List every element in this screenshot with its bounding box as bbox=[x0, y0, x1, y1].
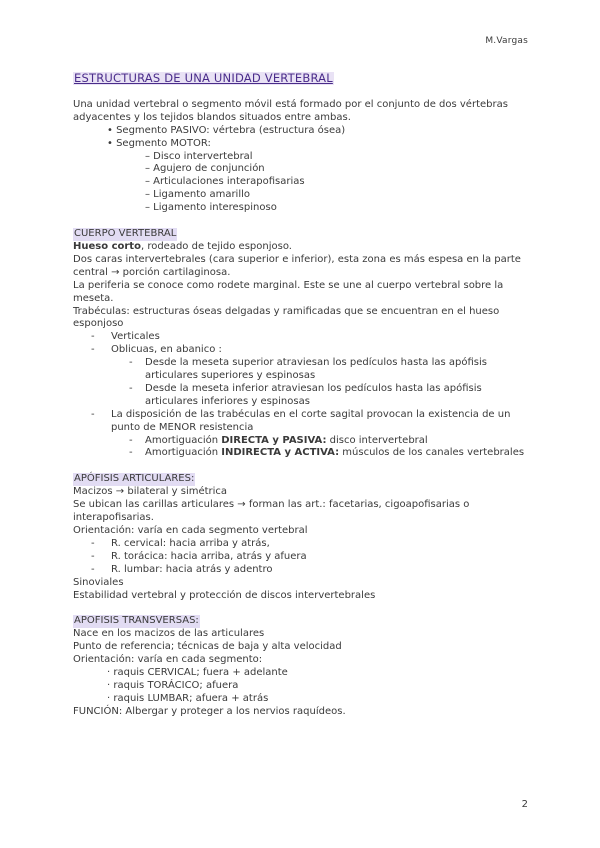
list-item-disposicion: - La disposición de las trabéculas en el corte sagital provocan la existencia de un punto de MENOR resistencia bbox=[73, 409, 533, 435]
apofisis-art-line: Orientación: varía en cada segmento vertebral bbox=[73, 525, 308, 536]
amort1-bold: DIRECTA y PASIVA: bbox=[221, 434, 327, 446]
amortiguacion-directa bbox=[73, 435, 533, 448]
orientacion-item: - R. torácica: hacia arriba, atrás y afuera bbox=[73, 551, 533, 564]
amort1-prefix: Amortiguación bbox=[145, 434, 222, 446]
list-item-oblicuas: - Oblicuas, en abanico : bbox=[73, 344, 533, 357]
amort1-rest: disco intervertebral bbox=[326, 434, 428, 446]
sinoviales-line: Sinoviales bbox=[73, 576, 124, 588]
oblicuas-subitem: - Desde la meseta superior atraviesan los pedículos hasta las apófisis articulares superiores y espinosas bbox=[73, 357, 533, 383]
apofisis-trans-line: Nace en los macizos de las articulares bbox=[73, 628, 265, 640]
apofisis-art-line: Macizos → bilateral y simétrica bbox=[73, 486, 228, 498]
estabilidad-line: Estabilidad vertebral y protección de discos intervertebrales bbox=[73, 589, 376, 601]
bullet-segmento-pasivo: • Segmento PASIVO: vértebra (estructura ósea) bbox=[107, 124, 346, 136]
section-heading-apofisis-transversas: APOFISIS TRANSVERSAS: bbox=[74, 615, 199, 627]
amortiguacion-indirecta bbox=[73, 447, 533, 460]
motor-item: – Agujero de conjunción bbox=[145, 163, 265, 175]
amort2-prefix: Amortiguación bbox=[145, 447, 222, 459]
section-heading-apofisis-articulares: APÓFISIS ARTICULARES: bbox=[74, 473, 195, 485]
amort2-rest: músculos de los canales vertebrales bbox=[339, 447, 525, 459]
hueso-corto-bold: Hueso corto bbox=[73, 240, 141, 252]
orientacion-item: - R. lumbar: hacia atrás y adentro bbox=[73, 564, 533, 577]
trabeculas-paragraph: Trabéculas: estructuras óseas delgadas y ramificadas que se encuentran en el hueso esponjoso bbox=[73, 305, 500, 330]
author-name: M.Vargas bbox=[485, 36, 528, 46]
list-item-verticales: - Verticales bbox=[73, 331, 533, 344]
apofisis-art-line: Se ubican las carillas articulares → forman las art.: facetarias, cigoapofisarias o interapofisarias. bbox=[73, 499, 470, 524]
page-number: 2 bbox=[521, 799, 528, 810]
intro-paragraph: Una unidad vertebral o segmento móvil está formado por el conjunto de dos vértebras adyacentes y los tejidos blandos situados entre ambas. bbox=[73, 98, 508, 123]
motor-item: – Disco intervertebral bbox=[145, 150, 253, 162]
raquis-item: · raquis CERVICAL; fuera + adelante bbox=[107, 667, 288, 679]
amort2-bold: INDIRECTA y ACTIVA: bbox=[221, 447, 340, 459]
motor-item: – Ligamento interespinoso bbox=[145, 202, 277, 214]
bullet-segmento-motor: • Segmento MOTOR: bbox=[107, 137, 211, 149]
document-body bbox=[73, 72, 533, 719]
hueso-corto-rest: , rodeado de tejido esponjoso. bbox=[140, 240, 292, 252]
funcion-line: FUNCIÓN: Albergar y proteger a los nervios raquídeos. bbox=[73, 705, 346, 717]
orientacion-item: - R. cervical: hacia arriba y atrás, bbox=[73, 538, 533, 551]
apofisis-trans-line: Orientación: varía en cada segmento: bbox=[73, 654, 263, 666]
raquis-item: · raquis LUMBAR; afuera + atrás bbox=[107, 692, 269, 704]
raquis-item: · raquis TORÁCICO; afuera bbox=[107, 679, 239, 691]
motor-item: – Articulaciones interapofisarias bbox=[145, 176, 305, 188]
hueso-corto-line bbox=[73, 241, 533, 254]
page-title: ESTRUCTURAS DE UNA UNIDAD VERTEBRAL bbox=[74, 71, 333, 85]
periferia-paragraph: La periferia se conoce como rodete marginal. Este se une al cuerpo vertebral sobre la meseta. bbox=[73, 279, 504, 304]
oblicuas-subitem: - Desde la meseta inferior atraviesan los pedículos hasta las apófisis articulares inferiores y espinosas bbox=[73, 383, 533, 409]
motor-item: – Ligamento amarillo bbox=[145, 189, 251, 201]
apofisis-trans-line: Punto de referencia; técnicas de baja y alta velocidad bbox=[73, 641, 342, 653]
caras-paragraph: Dos caras intervertebrales (cara superior e inferior), esta zona es más espesa en la parte central → porción cartilaginosa. bbox=[73, 253, 521, 278]
section-heading-cuerpo-vertebral: CUERPO VERTEBRAL bbox=[74, 228, 177, 240]
